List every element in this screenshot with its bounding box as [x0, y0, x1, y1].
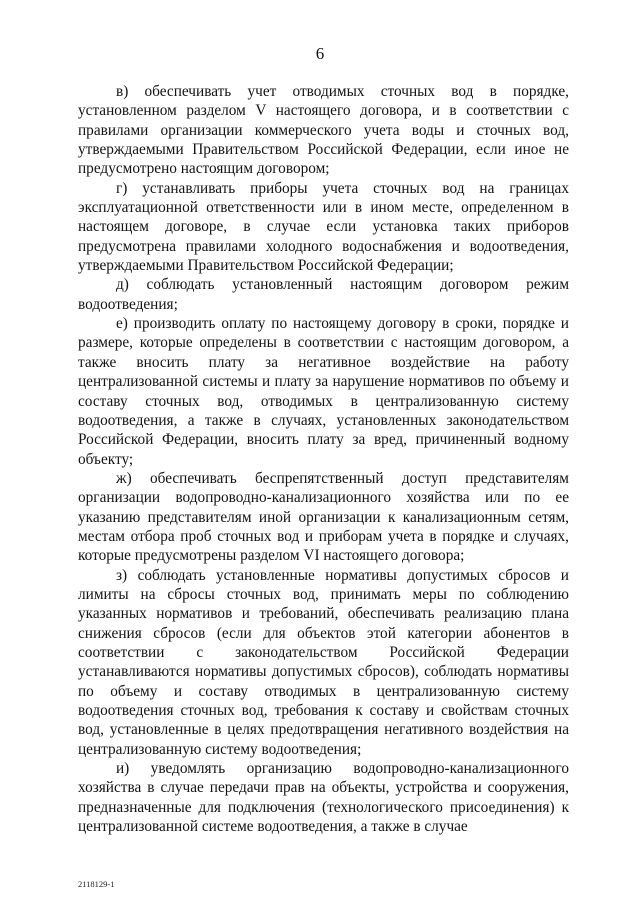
paragraph-d-discharge-mode: д) соблюдать установленный настоящим договором режим водоотведения; [78, 276, 569, 313]
document-code: 2118129-1 [78, 879, 115, 889]
document-body [78, 82, 569, 836]
paragraph-g-install-meters: г) устанавливать приборы учета сточных вод на границах эксплуатационной ответственности или в ином месте, определенном в настоящем договоре, в случае если установка таких приборов предусмотрена правилами холодного водоснабжения и водоотведения, утверждаемыми Правительством Российской Федерации; [78, 179, 569, 275]
paragraph-i-notify: и) уведомлять организацию водопроводно-канализационного хозяйства в случае передачи прав на объекты, устройства и сооружения, предназначенные для подключения (технологического присоединения) к централизованной системе водоотведения, а также в случае [78, 760, 569, 836]
paragraph-v-metering: в) обеспечивать учет отводимых сточных вод в порядке, установленном разделом V настоящего договора, и в соответствии с правилами организации коммерческого учета воды и сточных вод, утверждаемыми Правительством Российской Федерации, если иное не предусмотрено настоящим договором; [78, 83, 569, 178]
paragraph-e-payment: е) производить оплату по настоящему договору в сроки, порядке и размере, которые определены в соответствии с настоящим договором, а также вносить плату за негативное воздействие на работу централизованной системы и плату за нарушение нормативов по объему и составу сточных вод, отводимых в централизованную систему водоотведения, а также в случаях, установленных законодательством Российской Федерации, вносить плату за вред, причиненный водному объекту; [78, 315, 569, 468]
paragraph-z-norms: з) соблюдать установленные нормативы допустимых сбросов и лимиты на сбросы сточных вод, принимать меры по соблюдению указанных нормативов и требований, обеспечивать реализацию плана снижения сбросов (если для объектов этой категории абонентов в соответствии с законодательством Российской Федерации устанавливаются нормативы допустимых сбросов), соблюдать нормативы по объему и составу отводимых в централизованную систему водоотведения сточных вод, требования к составу и свойствам сточных вод, установленные в целях предотвращения негативного воздействия на централизованную систему водоотведения; [78, 566, 569, 758]
paragraph-zh-access: ж) обеспечивать беспрепятственный доступ представителям организации водопроводно-канализационного хозяйства или по ее указанию представителям иной организации к канализационным сетям, местам отбора проб сточных вод и приборам учета в порядке и случаях, которые предусмотрены разделом VI настоящего договора; [78, 469, 569, 565]
page-number: 6 [315, 44, 325, 63]
